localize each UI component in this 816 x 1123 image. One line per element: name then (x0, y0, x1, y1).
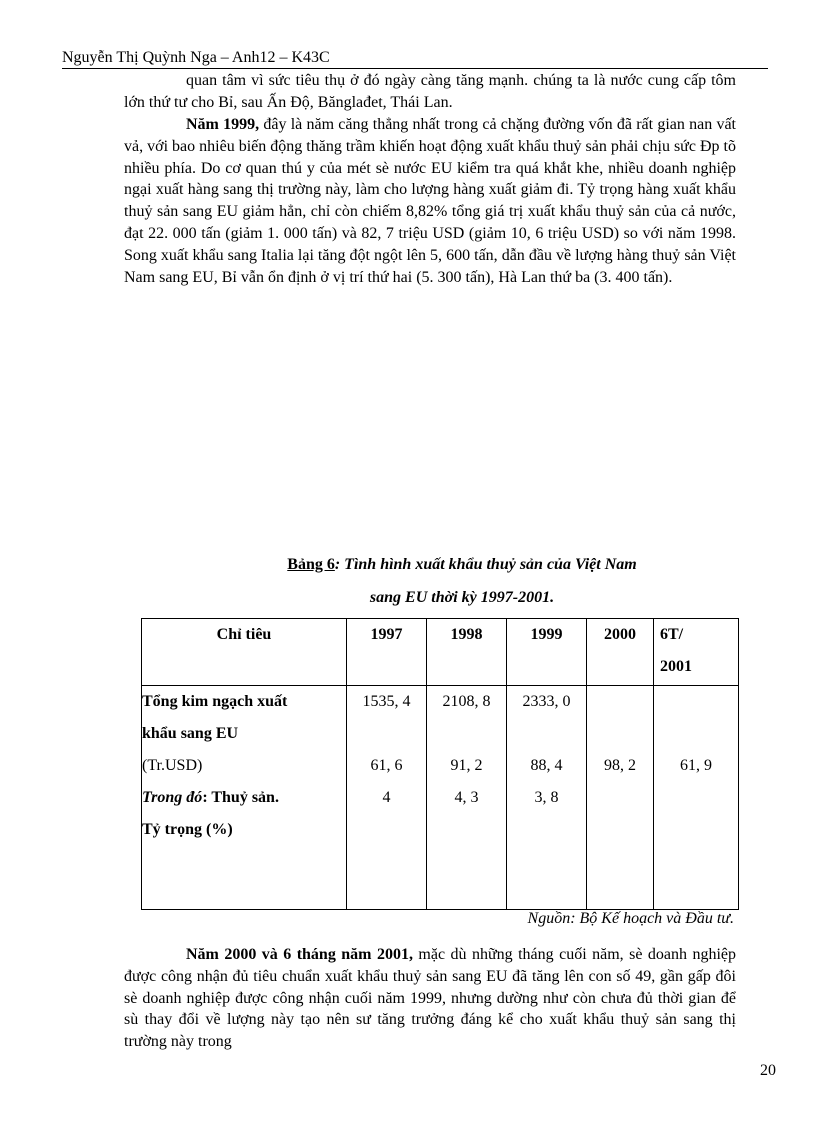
header-cell-1998: 1998 (427, 619, 507, 686)
paragraph-2 (124, 114, 736, 288)
cell-1997: 1535, 4 61, 6 4 (347, 686, 427, 910)
table-caption-title: : Tình hình xuất khẩu thuỷ sản của Việt Nam (334, 556, 637, 573)
export-table (141, 618, 739, 910)
header-cell-2000: 2000 (587, 619, 654, 686)
header-cell-1997: 1997 (347, 619, 427, 686)
header-cell-6t-2001: 6T/ 2001 (654, 619, 739, 686)
cell-1999: 2333, 0 88, 4 3, 8 (507, 686, 587, 910)
header-text: Nguyễn Thị Quỳnh Nga – Anh12 – K43C (62, 49, 330, 66)
cell-2000: 98, 2 (587, 686, 654, 910)
paragraph-3 (124, 944, 736, 1053)
page-number: 20 (760, 1062, 776, 1079)
cell-6t-2001: 61, 9 (654, 686, 739, 910)
paragraph-3-text: mặc dù những tháng cuối năm, sè doanh nghiệp được công nhận đủ tiêu chuẩn xuất khẩu thuỷ sản sang EU đã tăng lên con số 49, gần gấp đôi sè doanh nghiệp được công nhận cuối năm 1999, nhưng dường như còn chưa đủ thời gian để sù thay đổi về lượng này tạo nên sư tăng trưởng đáng kể cho xuất khẩu thuỷ sản sang thị trường này trong (124, 946, 737, 1051)
table-data-row (142, 686, 739, 910)
table-source: Nguồn: Bộ Kế hoạch và Đầu tư. (527, 910, 734, 927)
table-caption-title-2: sang EU thời kỳ 1997-2001. (369, 589, 555, 606)
paragraph-3-lead: Năm 2000 và 6 tháng năm 2001, (186, 946, 413, 963)
paragraph-1-text: quan tâm vì sức tiêu thụ ở đó ngày càng tăng mạnh. chúng ta là nước cung cấp tôm lớn thứ tư cho Bỉ, sau Ấn Độ, Bănglađet, Thái Lan. (124, 72, 736, 111)
paragraph-2-lead: Năm 1999, (186, 116, 260, 133)
table-caption-line-2 (124, 587, 800, 609)
page-header (62, 48, 768, 69)
header-cell-indicator: Chỉ tiêu (142, 619, 347, 686)
row-label-cell: Tổng kim ngạch xuất khẩu sang EU (Tr.USD) Trong đó: Thuỷ sản. Tỷ trọng (%) (142, 686, 347, 910)
header-cell-1999: 1999 (507, 619, 587, 686)
table-caption-line-1 (124, 554, 800, 576)
paragraph-2-text: đây là năm căng thẳng nhất trong cả chặng đường vốn đã rất gian nan vất vả, với bao nhiêu biến động thăng trầm khiến hoạt động xuất khẩu thuỷ sản phải chịu sức Đp tõ nhiều phía. Do cơ quan thú y của mét sè nước EU kiểm tra quá khắt khe, nhiều doanh nghiệp ngại xuất hàng sang thị trường này, làm cho lượng hàng xuất giảm đi. Tỷ trọng hàng xuất khẩu thuỷ sản sang EU giảm hẳn, chỉ còn chiếm 8,82% tổng giá trị xuất khẩu thuỷ sản của cả nước, đạt 22. 000 tấn (giảm 1. 000 tấn) và 82, 7 triệu USD (giảm 10, 6 triệu USD) so với năm 1998. Song xuất khẩu sang Italia lại tăng đột ngột lên 5, 600 tấn, dẫn đầu về lượng hàng thuỷ sản Việt Nam sang EU, Bỉ vẫn ổn định ở vị trí thứ hai (5. 300 tấn), Hà Lan thứ ba (3. 400 tấn). (124, 116, 736, 286)
table-header-row (142, 619, 739, 686)
table-caption-label: Bảng 6 (287, 556, 335, 573)
paragraph-1 (124, 70, 736, 114)
cell-1998: 2108, 8 91, 2 4, 3 (427, 686, 507, 910)
